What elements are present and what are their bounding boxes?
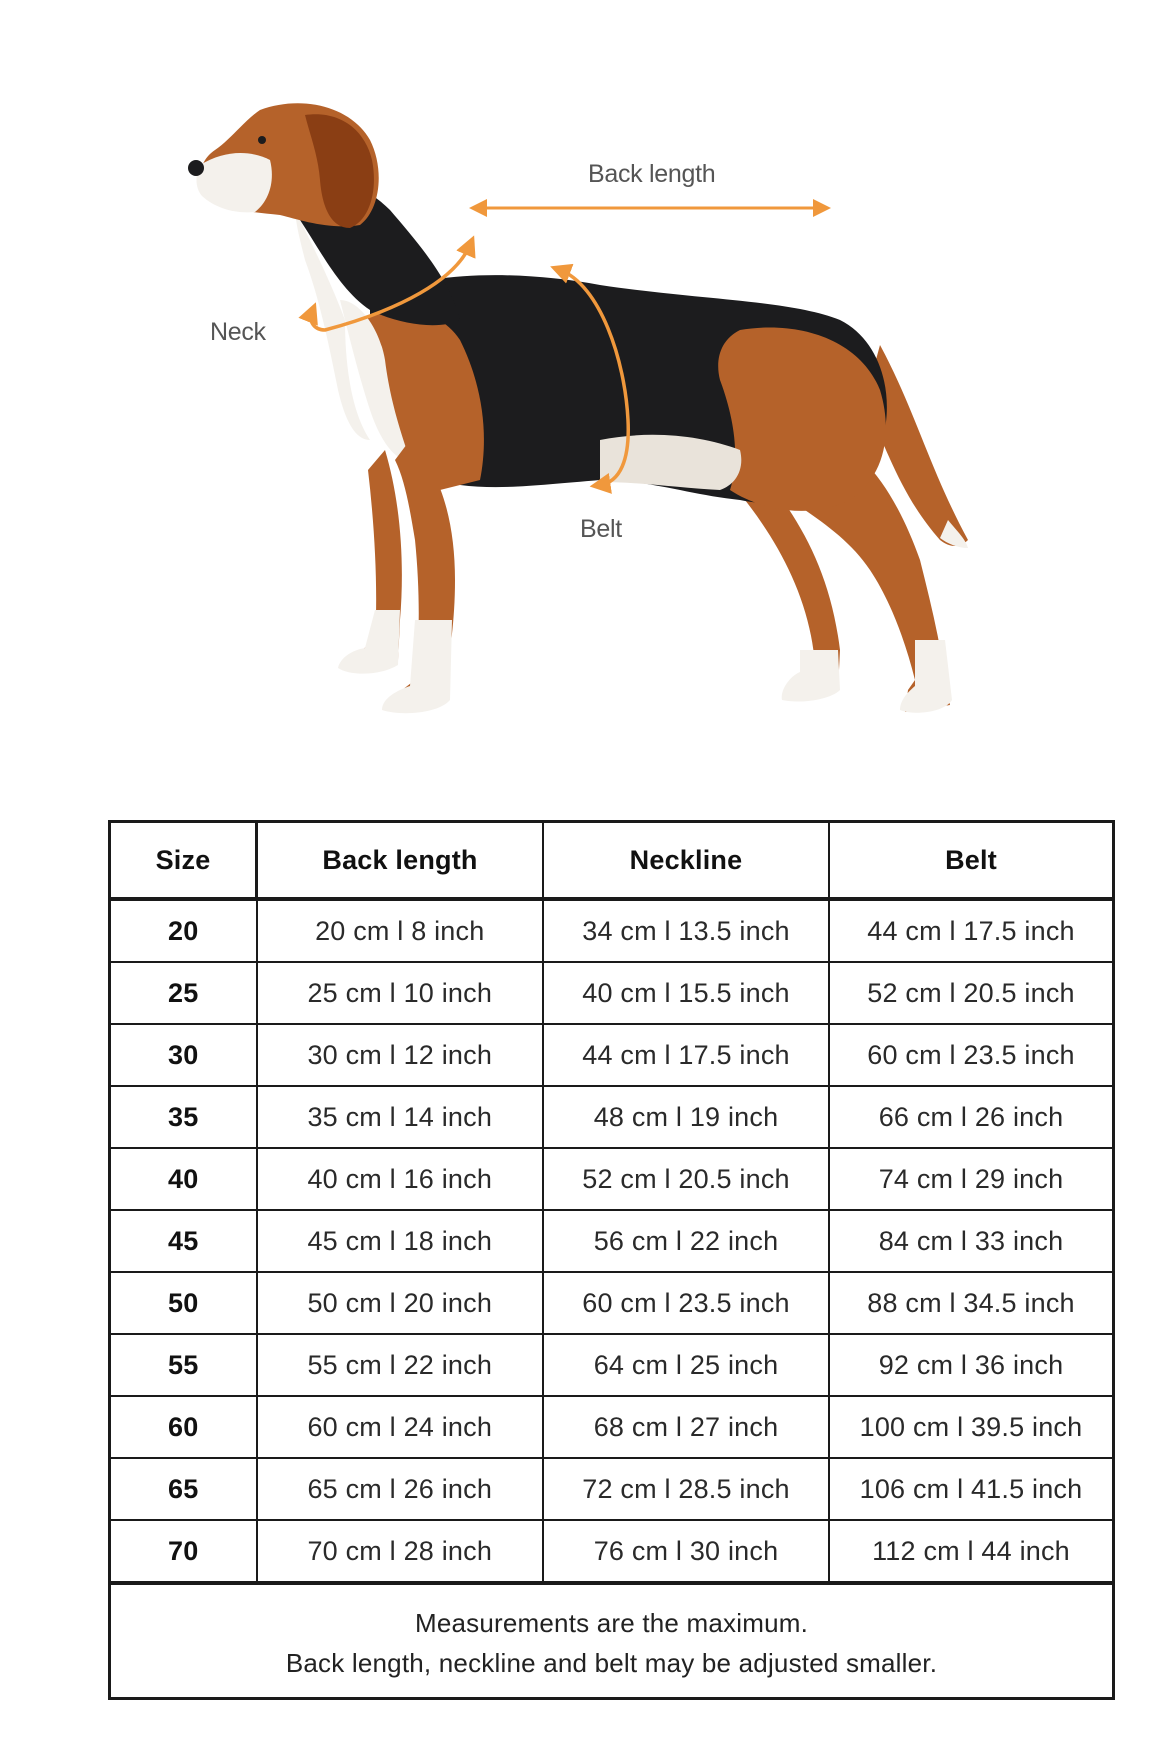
size-chart-table bbox=[108, 820, 1115, 1700]
size-cell: 70 bbox=[110, 1520, 257, 1583]
table-row bbox=[110, 1024, 1114, 1086]
back-length-cell: 25 cm l 10 inch bbox=[257, 962, 544, 1024]
neckline-cell: 64 cm l 25 inch bbox=[543, 1334, 829, 1396]
back-length-cell: 45 cm l 18 inch bbox=[257, 1210, 544, 1272]
neck-label: Neck bbox=[210, 318, 266, 346]
belt-cell: 74 cm l 29 inch bbox=[829, 1148, 1114, 1210]
neckline-cell: 40 cm l 15.5 inch bbox=[543, 962, 829, 1024]
size-cell: 30 bbox=[110, 1024, 257, 1086]
size-cell: 40 bbox=[110, 1148, 257, 1210]
table-row bbox=[110, 1396, 1114, 1458]
neckline-cell: 76 cm l 30 inch bbox=[543, 1520, 829, 1583]
table-footer-note bbox=[110, 1583, 1114, 1699]
back-length-cell: 20 cm l 8 inch bbox=[257, 899, 544, 962]
table-row bbox=[110, 1520, 1114, 1583]
size-cell: 55 bbox=[110, 1334, 257, 1396]
table-row bbox=[110, 1272, 1114, 1334]
back-length-cell: 40 cm l 16 inch bbox=[257, 1148, 544, 1210]
table-row bbox=[110, 899, 1114, 962]
back-length-cell: 70 cm l 28 inch bbox=[257, 1520, 544, 1583]
dog-measurement-figure bbox=[0, 0, 1164, 760]
header-back-length: Back length bbox=[257, 822, 544, 900]
table-row bbox=[110, 1458, 1114, 1520]
neckline-cell: 72 cm l 28.5 inch bbox=[543, 1458, 829, 1520]
size-cell: 25 bbox=[110, 962, 257, 1024]
table-row bbox=[110, 1148, 1114, 1210]
size-cell: 50 bbox=[110, 1272, 257, 1334]
belt-cell: 44 cm l 17.5 inch bbox=[829, 899, 1114, 962]
size-cell: 20 bbox=[110, 899, 257, 962]
belt-cell: 84 cm l 33 inch bbox=[829, 1210, 1114, 1272]
neckline-cell: 52 cm l 20.5 inch bbox=[543, 1148, 829, 1210]
belt-cell: 92 cm l 36 inch bbox=[829, 1334, 1114, 1396]
neckline-cell: 56 cm l 22 inch bbox=[543, 1210, 829, 1272]
size-cell: 60 bbox=[110, 1396, 257, 1458]
table-row bbox=[110, 1334, 1114, 1396]
dog-illustration bbox=[0, 0, 1164, 760]
size-cell: 35 bbox=[110, 1086, 257, 1148]
footer-line-2: Back length, neckline and belt may be adjusted smaller. bbox=[285, 1648, 938, 1678]
footer-line-1: Measurements are the maximum. bbox=[414, 1608, 809, 1638]
belt-label: Belt bbox=[580, 515, 622, 543]
belt-cell: 66 cm l 26 inch bbox=[829, 1086, 1114, 1148]
back-length-label: Back length bbox=[588, 160, 716, 188]
table-row bbox=[110, 962, 1114, 1024]
belt-cell: 60 cm l 23.5 inch bbox=[829, 1024, 1114, 1086]
size-cell: 65 bbox=[110, 1458, 257, 1520]
header-neckline: Neckline bbox=[543, 822, 829, 900]
neckline-cell: 34 cm l 13.5 inch bbox=[543, 899, 829, 962]
neckline-cell: 68 cm l 27 inch bbox=[543, 1396, 829, 1458]
belt-cell: 88 cm l 34.5 inch bbox=[829, 1272, 1114, 1334]
belt-cell: 52 cm l 20.5 inch bbox=[829, 962, 1114, 1024]
table-header-row bbox=[110, 822, 1114, 900]
back-length-cell: 35 cm l 14 inch bbox=[257, 1086, 544, 1148]
neckline-cell: 44 cm l 17.5 inch bbox=[543, 1024, 829, 1086]
back-length-cell: 50 cm l 20 inch bbox=[257, 1272, 544, 1334]
back-length-cell: 30 cm l 12 inch bbox=[257, 1024, 544, 1086]
table-row bbox=[110, 1210, 1114, 1272]
size-cell: 45 bbox=[110, 1210, 257, 1272]
table-footer-row bbox=[110, 1583, 1114, 1699]
belt-cell: 112 cm l 44 inch bbox=[829, 1520, 1114, 1583]
back-length-cell: 55 cm l 22 inch bbox=[257, 1334, 544, 1396]
back-length-cell: 65 cm l 26 inch bbox=[257, 1458, 544, 1520]
back-length-cell: 60 cm l 24 inch bbox=[257, 1396, 544, 1458]
neckline-cell: 48 cm l 19 inch bbox=[543, 1086, 829, 1148]
header-size: Size bbox=[110, 822, 257, 900]
belt-cell: 100 cm l 39.5 inch bbox=[829, 1396, 1114, 1458]
belt-cell: 106 cm l 41.5 inch bbox=[829, 1458, 1114, 1520]
header-belt: Belt bbox=[829, 822, 1114, 900]
table-row bbox=[110, 1086, 1114, 1148]
neckline-cell: 60 cm l 23.5 inch bbox=[543, 1272, 829, 1334]
